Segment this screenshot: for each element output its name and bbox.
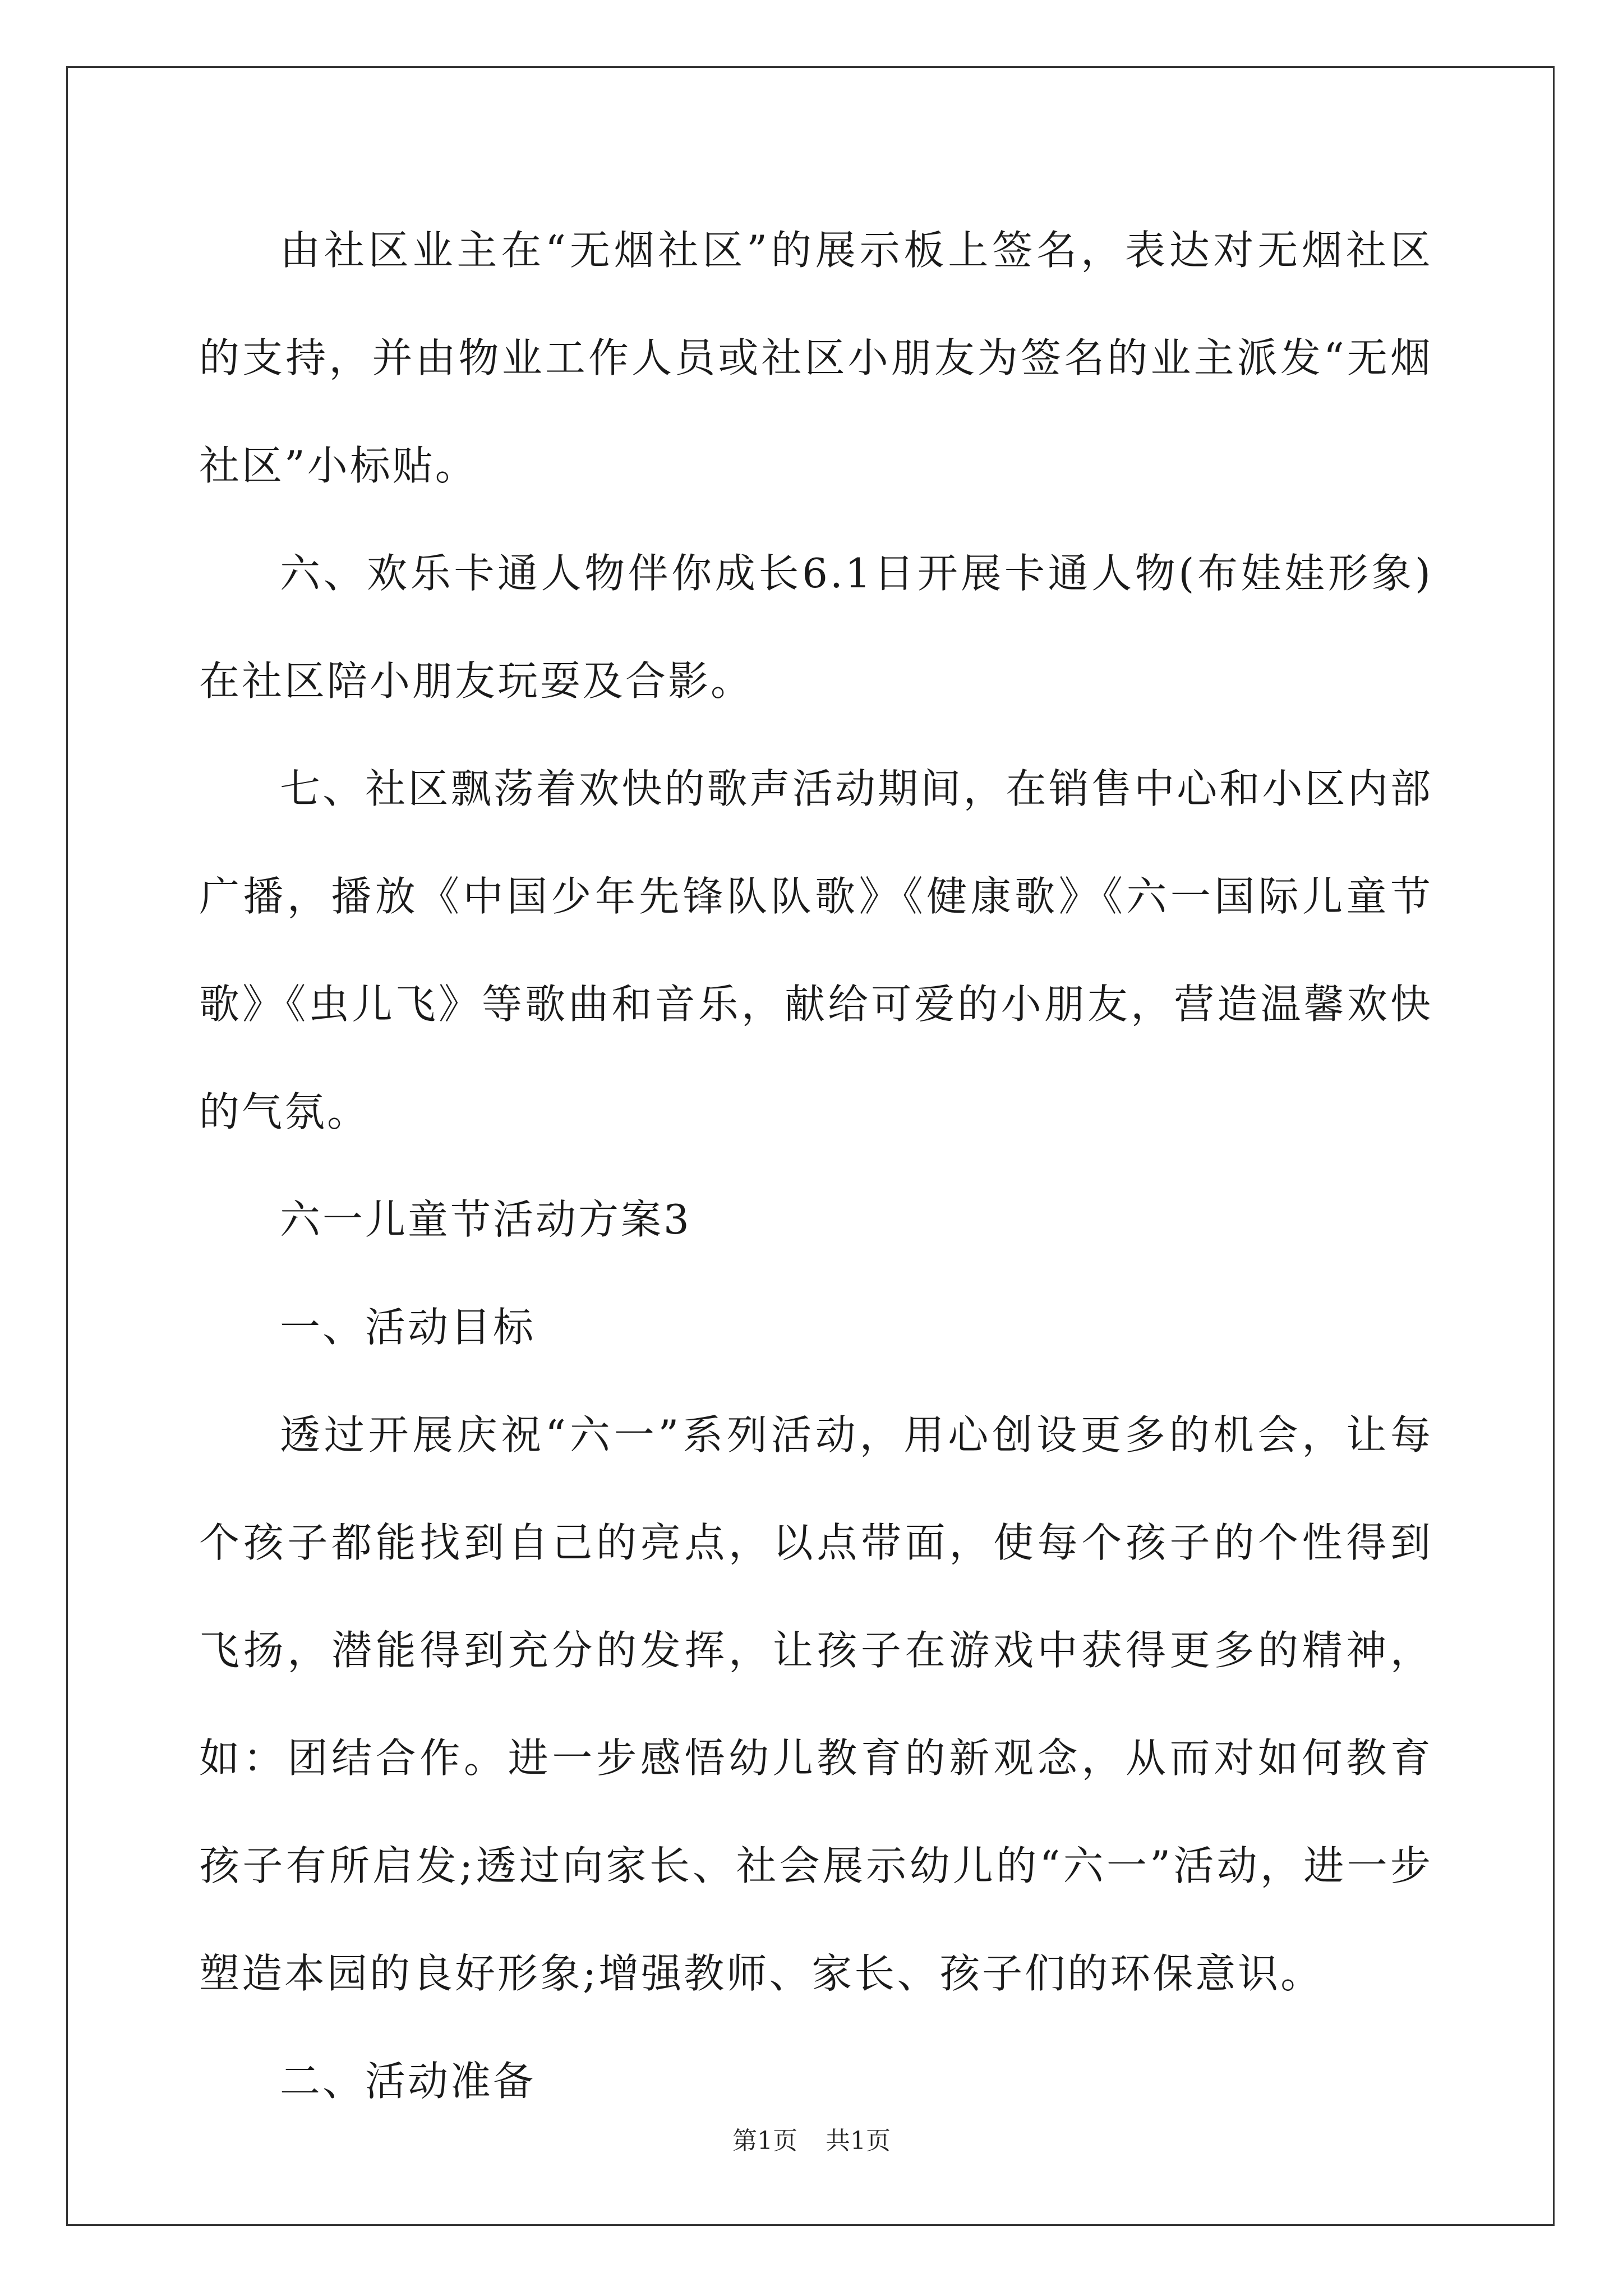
subheading-goals: 一、活动目标 [280, 1304, 536, 1351]
paragraph-goals: 透过开展庆祝“六一”系列活动，用心创设更多的机会，让每个孩子都能找到自己的亮点，以点带面，使每个孩子的个性得到飞扬，潜能得到充分的发挥，让孩子在游戏中获得更多的精神，如：团结合作。进一步感悟幼儿教育的新观念，从而对如何教育孩子有所启发;透过向家长、社会展示幼儿的“六一”活动，进一步塑造本园的良好形象;增强教师、家长、孩子们的环保意识。 [199, 1411, 1433, 1997]
paragraph-songs: 七、社区飘荡着欢快的歌声活动期间，在销售中心和小区内部广播，播放《中国少年先锋队队歌》《健康歌》《六一国际儿童节歌》《虫儿飞》等歌曲和音乐，献给可爱的小朋友，营造温馨欢快的气氛。 [199, 765, 1433, 1135]
paragraph-signing: 由社区业主在“无烟社区”的展示板上签名，表达对无烟社区的支持，并由物业工作人员或社区小朋友为签名的业主派发“无烟社区”小标贴。 [199, 227, 1433, 489]
subheading-preparation: 二、活动准备 [280, 2058, 536, 2105]
section-title: 六一儿童节活动方案3 [280, 1196, 691, 1243]
page-number-current: 第1页 [732, 2127, 797, 2155]
paragraph-cartoon: 六、欢乐卡通人物伴你成长6.1日开展卡通人物(布娃娃形象)在社区陪小朋友玩耍及合影。 [199, 550, 1433, 705]
document-body [199, 196, 1433, 2135]
page-footer [0, 2120, 1623, 2156]
page-number-total: 共1页 [826, 2127, 891, 2155]
